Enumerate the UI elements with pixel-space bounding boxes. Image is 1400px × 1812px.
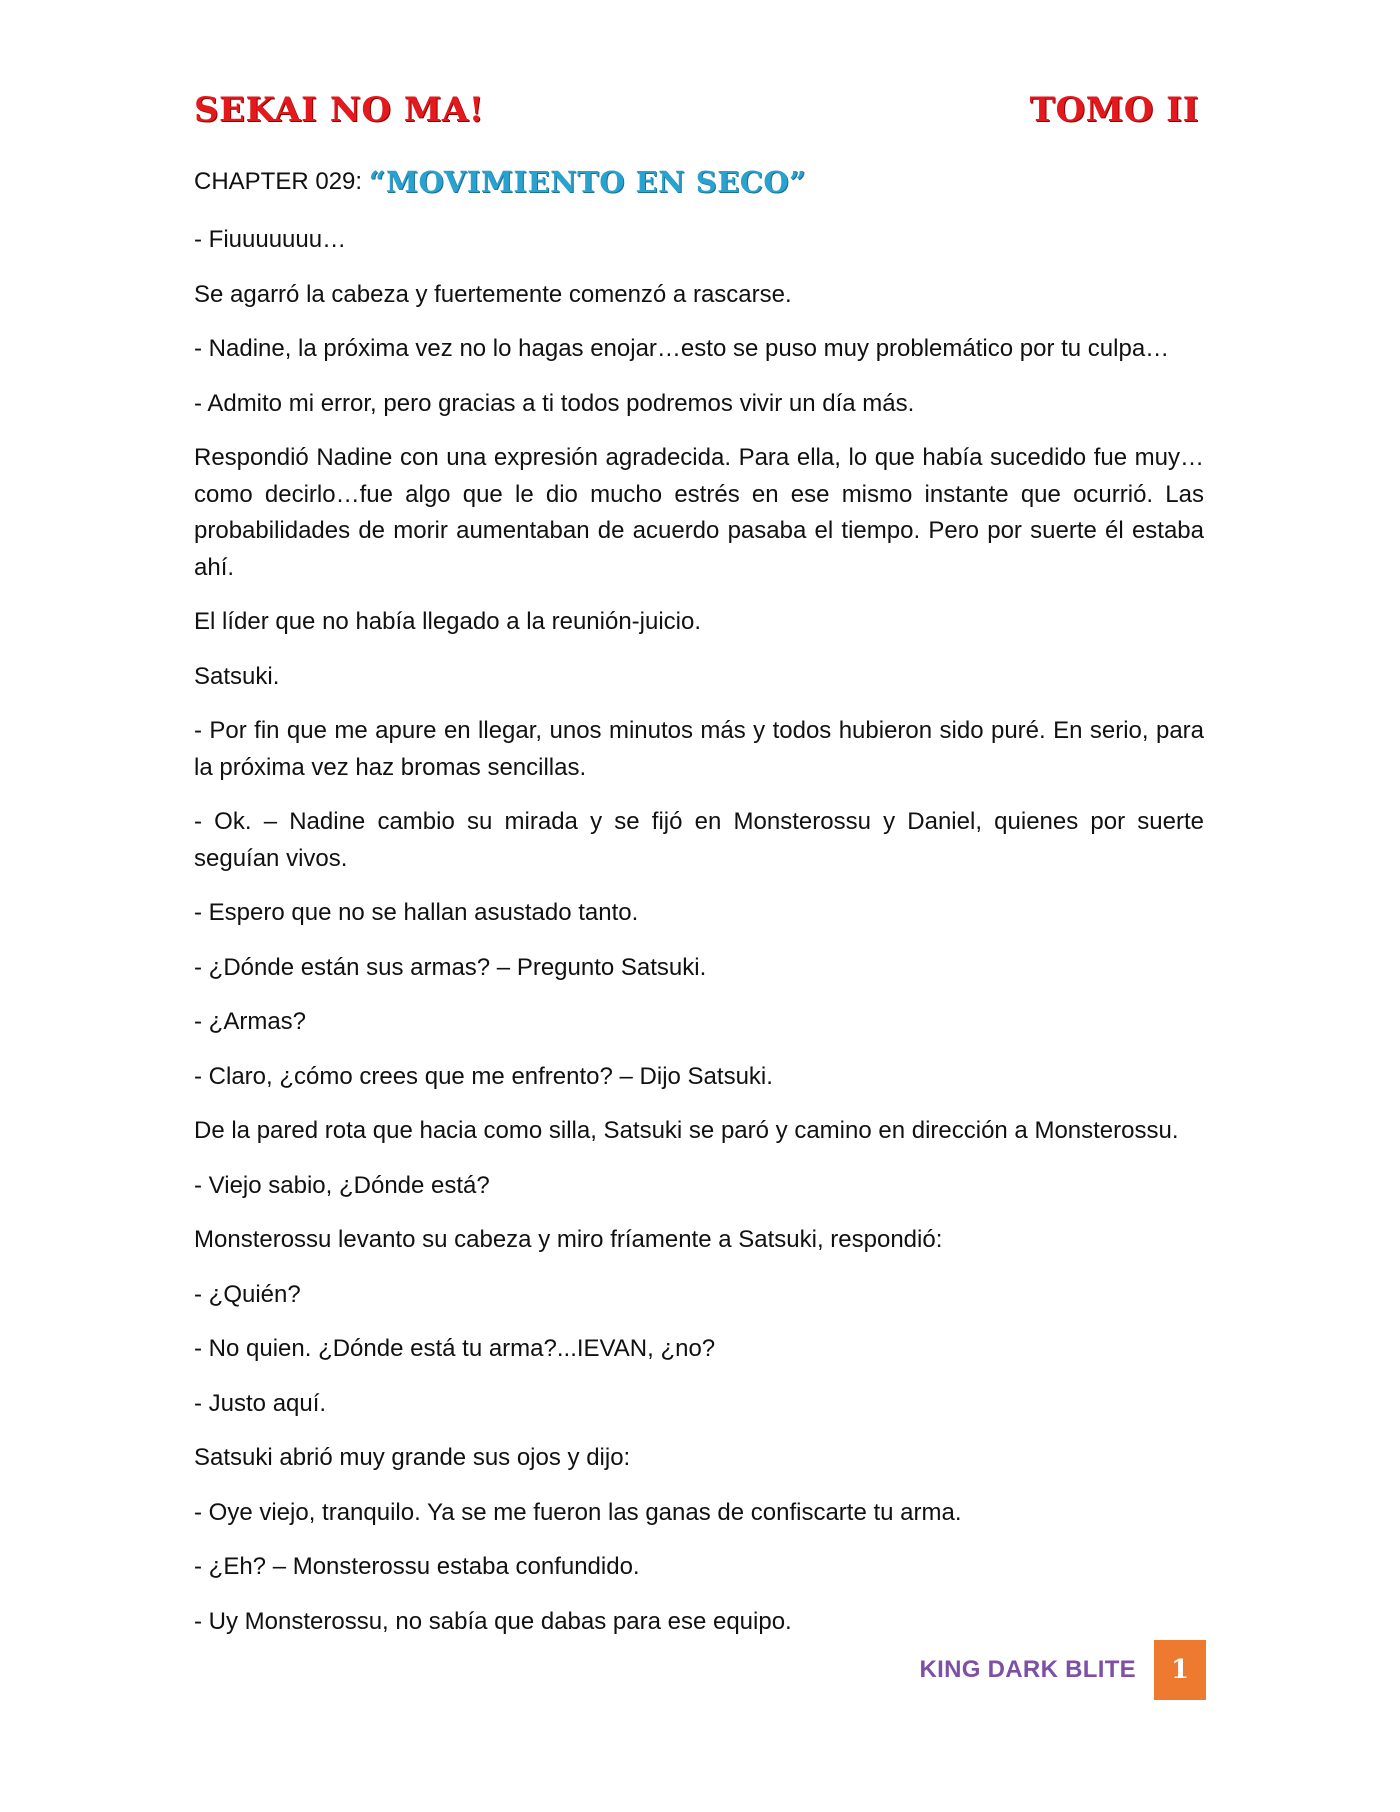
page-footer xyxy=(900,1640,1206,1700)
author-name: KING DARK BLITE xyxy=(919,1656,1136,1683)
chapter-body xyxy=(194,222,1204,1658)
paragraph: - Claro, ¿cómo crees que me enfrento? – Dijo Satsuki. xyxy=(194,1062,773,1090)
paragraph: - Espero que no se hallan asustado tanto. xyxy=(194,899,639,926)
paragraph: - Por fin que me apure en llegar, unos minutos más y todos hubieron sido puré. En serio, para la próxima vez haz bromas sencillas. xyxy=(194,717,1204,781)
paragraph: - Nadine, la próxima vez no lo hagas enojar…esto se puso muy problemático por tu culpa… xyxy=(194,335,1170,362)
paragraph: Monsterossu levanto su cabeza y miro fríamente a Satsuki, respondió: xyxy=(194,1226,943,1253)
page-header xyxy=(194,88,1199,134)
paragraph: Respondió Nadine con una expresión agradecida. Para ella, lo que había sucedido fue muy…como decirlo…fue algo que le dio mucho estrés en ese mismo instante que ocurrió. Las probabilidades de morir aumentaban de acuerdo pasaba el tiempo. Pero por suerte él estaba ahí. xyxy=(194,444,1204,581)
book-title: SEKAI NO MA! xyxy=(194,90,485,130)
paragraph: - No quien. ¿Dónde está tu arma?...IEVAN, ¿no? xyxy=(194,1335,716,1362)
paragraph: El líder que no había llegado a la reunión-juicio. xyxy=(194,608,702,635)
paragraph: - ¿Quién? xyxy=(194,1280,301,1308)
paragraph: - Uy Monsterossu, no sabía que dabas para ese equipo. xyxy=(194,1607,792,1635)
volume-label: TOMO II xyxy=(1029,90,1199,130)
paragraph: - ¿Eh? – Monsterossu estaba confundido. xyxy=(194,1553,640,1580)
paragraph: - Oye viejo, tranquilo. Ya se me fueron las ganas de confiscarte tu arma. xyxy=(194,1498,962,1526)
paragraph: De la pared rota que hacia como silla, Satsuki se paró y camino en dirección a Monsterossu. xyxy=(194,1117,1179,1144)
paragraph: Se agarró la cabeza y fuertemente comenzó a rascarse. xyxy=(194,280,792,308)
paragraph: - ¿Armas? xyxy=(194,1008,307,1035)
paragraph: - Fiuuuuuuu… xyxy=(194,226,347,253)
paragraph: Satsuki abrió muy grande sus ojos y dijo: xyxy=(194,1444,631,1471)
paragraph: - Admito mi error, pero gracias a ti todos podremos vivir un día más. xyxy=(194,389,915,417)
paragraph: - Viejo sabio, ¿Dónde está? xyxy=(194,1171,490,1199)
page-number-box xyxy=(1154,1640,1206,1700)
paragraph: Satsuki. xyxy=(194,662,280,690)
paragraph: - ¿Dónde están sus armas? – Pregunto Satsuki. xyxy=(194,953,707,981)
paragraph: - Justo aquí. xyxy=(194,1389,327,1417)
chapter-title: “MOVIMIENTO EN SECO” xyxy=(368,165,807,199)
paragraph: - Ok. – Nadine cambio su mirada y se fijó en Monsterossu y Daniel, quienes por suerte seguían vivos. xyxy=(194,808,1204,872)
page-number: 1 xyxy=(1170,1655,1190,1685)
chapter-heading xyxy=(194,164,806,200)
chapter-number: CHAPTER 029: xyxy=(194,168,369,195)
